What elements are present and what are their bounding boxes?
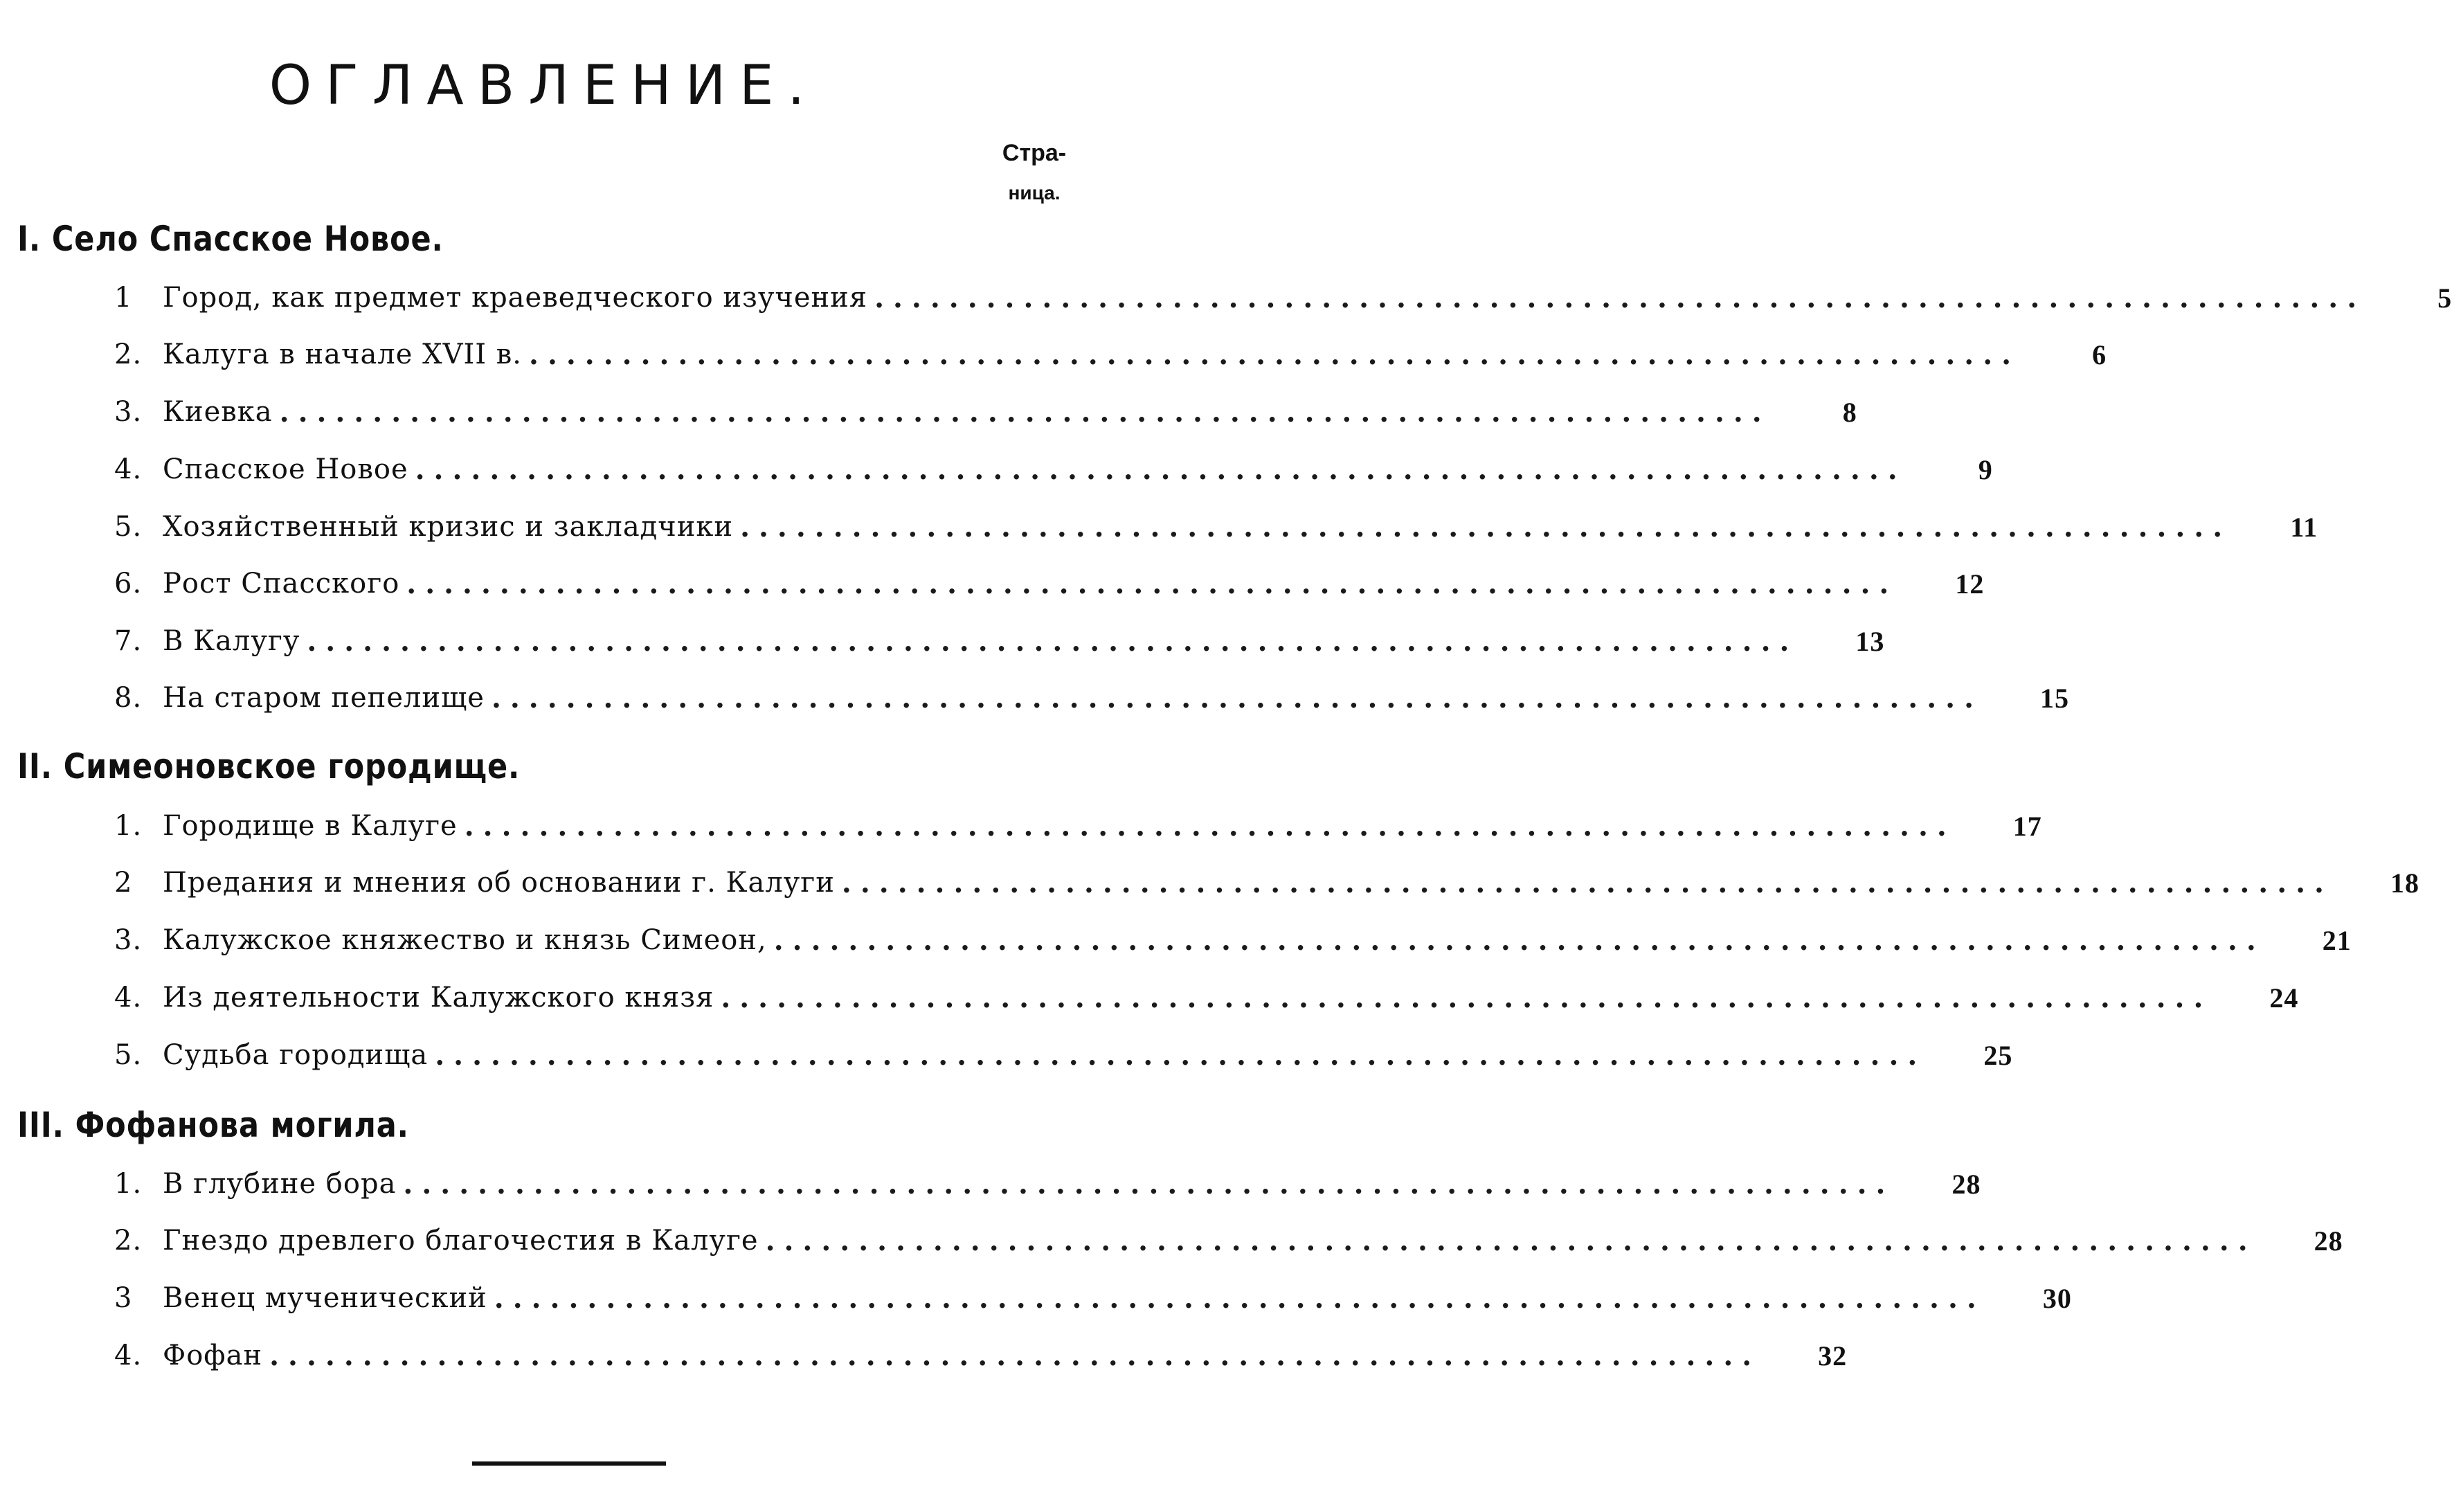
dot-leader: ................................................................................ [841,866,2333,899]
entry-page-number: 25 [1983,1039,2013,1071]
entry-title: Город, как предмет краеведческого изучения [163,282,868,314]
toc-entry [114,919,2352,961]
dot-leader: ................................................................................ [721,981,2212,1014]
page-column-header [996,133,1072,213]
entry-title: Из деятельности Калужского князя [163,982,714,1014]
entry-title: Венец мученический [163,1282,487,1314]
entry-page-number: 24 [2269,982,2299,1014]
entry-number: 6. [114,568,143,600]
toc-entry [114,563,1985,604]
dot-leader: ................................................................................ [435,1038,1927,1072]
entry-title: Калужское княжество и князь Симеон, [163,924,767,956]
toc-entry [114,805,2042,847]
entry-title: Предания и мнения об основании г. Калуги [163,867,835,899]
dot-leader: ................................................................................ [307,624,1799,658]
toc-entry [114,506,2318,548]
entry-number: 4. [114,453,143,485]
entry-title: Городище в Калуге [163,810,458,842]
entry-number: 7. [114,625,143,657]
entry-page-number: 28 [2314,1225,2343,1257]
entry-page-number: 6 [2092,339,2107,370]
toc-entry [114,391,1857,433]
page-title: ОГЛАВЛЕНИЕ. [269,55,819,117]
toc-entry [114,1034,2013,1076]
entry-page-number: 21 [2322,924,2352,956]
toc-entry [114,1163,1981,1205]
entry-page-number: 28 [1951,1168,1981,1200]
dot-leader: ................................................................................ [773,924,2265,957]
toc-entry [114,677,2069,719]
entry-title: На старом пепелище [163,682,485,714]
toc-entry [114,449,1993,490]
entry-title: В Калугу [163,625,300,657]
dot-leader: ................................................................................ [874,281,2366,314]
page-column-header-line1: Стра- [1002,140,1067,166]
entry-number: 5. [114,1039,143,1071]
entry-number: 5. [114,511,143,543]
entry-title: Судьба городища [163,1039,429,1071]
entry-page-number: 15 [2040,682,2069,714]
entry-title: Хозяйственный кризис и закладчики [163,511,734,543]
entry-title: В глубине бора [163,1168,397,1200]
section-heading: III. Фофанова могила. [17,1105,409,1145]
section-heading: II. Симеоновское городище. [17,746,521,786]
entry-page-number: 17 [2012,810,2042,842]
entry-number: 2. [114,1225,143,1257]
entry-title: Киевка [163,396,273,428]
toc-entry [114,977,2299,1018]
entry-title: Спасское Новое [163,453,408,485]
entry-number: 4. [114,1340,143,1371]
toc-entry [114,1277,2072,1319]
dot-leader: ................................................................................ [403,1167,1895,1200]
entry-title: Калуга в начале XVII в. [163,339,523,370]
entry-number: 8. [114,682,143,714]
toc-entry [114,277,2452,318]
dot-leader: ................................................................................ [491,681,1983,714]
entry-number: 1 [114,282,133,314]
dot-leader: ................................................................................ [740,510,2232,543]
entry-page-number: 11 [2290,511,2318,543]
entry-page-number: 12 [1955,568,1985,600]
entry-page-number: 5 [2437,282,2452,314]
dot-leader: ................................................................................ [529,338,2021,371]
dot-leader: ................................................................................ [494,1281,1985,1315]
toc-entry [114,862,2419,903]
toc-entry [114,620,1885,662]
dot-leader: ................................................................................ [269,1339,1761,1372]
entry-title: Фофан [163,1340,263,1371]
dot-leader: ................................................................................ [406,567,1898,600]
entry-page-number: 9 [1978,453,1993,485]
entry-title: Гнездо древлего благочестия в Калуге [163,1225,759,1257]
entry-page-number: 32 [1818,1340,1848,1371]
entry-page-number: 13 [1855,625,1885,657]
entry-number: 3 [114,1282,133,1314]
entry-number: 2 [114,867,133,899]
entry-number: 2. [114,339,143,370]
toc-entry [114,1220,2343,1261]
dot-leader: ................................................................................ [464,809,1956,843]
entry-title: Рост Спасского [163,568,400,600]
entry-number: 3. [114,924,143,956]
dot-leader: ................................................................................ [765,1224,2257,1257]
entry-number: 4. [114,982,143,1014]
section-heading: I. Село Спасское Новое. [17,219,444,259]
dot-leader: ................................................................................ [279,395,1771,429]
bottom-rule [472,1461,666,1466]
dot-leader: ................................................................................ [415,453,1906,486]
entry-number: 3. [114,396,143,428]
entry-number: 1. [114,1168,143,1200]
toc-entry [114,334,2107,375]
entry-page-number: 18 [2390,867,2419,899]
toc-entry [114,1335,1848,1376]
page-column-header-line2: ница. [1008,182,1061,204]
entry-page-number: 8 [1842,396,1857,428]
entry-number: 1. [114,810,143,842]
entry-page-number: 30 [2042,1282,2072,1314]
